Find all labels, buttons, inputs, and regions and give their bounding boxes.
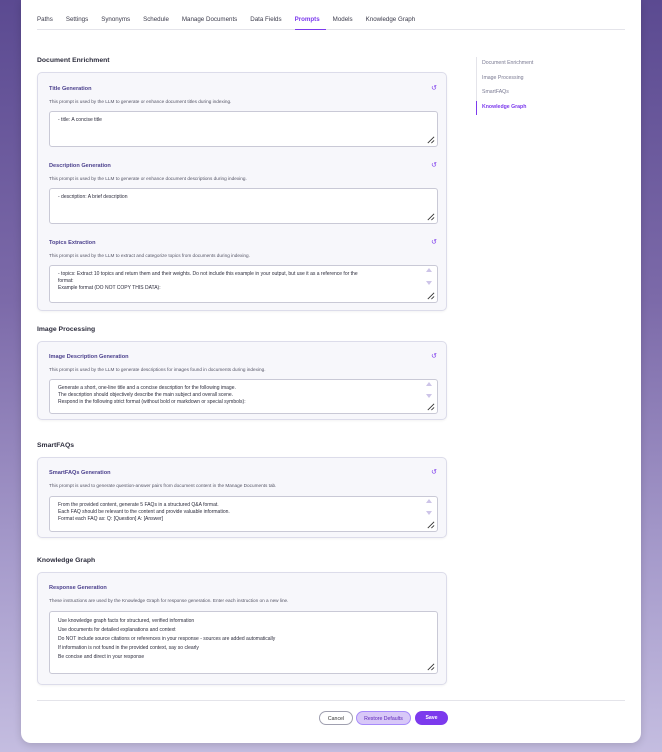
- section-title-document-enrichment: Document Enrichment: [37, 57, 110, 64]
- resize-handle-icon[interactable]: [426, 520, 435, 529]
- prompt-description: These instructions are used by the Knowledge Graph for response generation. Enter each instruction on a new line.: [49, 598, 289, 603]
- textarea-line: - description: A brief description: [58, 194, 128, 200]
- save-button[interactable]: Save: [415, 711, 448, 725]
- prompt-textarea[interactable]: [49, 496, 438, 532]
- nav-item-image-processing[interactable]: Image Processing: [482, 74, 524, 81]
- section-title-knowledge-graph: Knowledge Graph: [37, 557, 96, 564]
- textarea-line: - title: A concise title: [58, 117, 102, 123]
- reset-icon[interactable]: ↺: [431, 469, 437, 476]
- tab-knowledge-graph[interactable]: Knowledge Graph: [365, 16, 416, 23]
- textarea-line: From the provided content, generate 5 FAQs in a structured Q&A format.: [58, 502, 219, 508]
- resize-handle-icon[interactable]: [426, 212, 435, 221]
- nav-item-knowledge-graph[interactable]: Knowledge Graph: [476, 101, 586, 116]
- textarea-line: Use knowledge graph facts for structured, verified information: [58, 618, 195, 624]
- card-image-processing: [37, 341, 447, 420]
- nav-item-smartfaqs[interactable]: SmartFAQs: [482, 89, 509, 95]
- textarea-line: The description should objectively describe the main subject and overall scene.: [58, 392, 234, 398]
- scroll-up-icon[interactable]: [426, 499, 432, 503]
- prompt-description: This prompt is used by the LLM to generate descriptions for images found in documents during indexing.: [49, 367, 266, 372]
- scroll-down-icon[interactable]: [426, 394, 432, 398]
- cancel-button[interactable]: Cancel: [319, 711, 353, 725]
- scroll-down-icon[interactable]: [426, 281, 432, 285]
- nav-item-document-enrichment[interactable]: Document Enrichment: [482, 60, 534, 66]
- settings-panel: [21, 0, 641, 743]
- textarea-line: Be concise and direct in your response: [58, 654, 145, 660]
- prompt-title: Topics Extraction: [49, 240, 96, 246]
- resize-handle-icon[interactable]: [426, 662, 435, 671]
- textarea-line: Generate a short, one-line title and a concise description for the following image.: [58, 385, 236, 391]
- section-title-image-processing: Image Processing: [37, 326, 96, 333]
- tab-manage-documents[interactable]: Manage Documents: [181, 16, 238, 23]
- prompt-description: This prompt is used by the LLM to generate or enhance document descriptions during indexing.: [49, 176, 247, 181]
- section-title-smartfaqs: SmartFAQs: [37, 442, 75, 449]
- reset-icon[interactable]: ↺: [431, 353, 437, 360]
- tab-models[interactable]: Models: [332, 16, 353, 23]
- footer-divider: [37, 700, 625, 701]
- prompt-textarea[interactable]: [49, 188, 438, 224]
- textarea-line: - topics: Extract 10 topics and return them and their weights. Do not include this example in your output, but use it as a reference for the: [58, 271, 358, 277]
- tab-paths[interactable]: Paths: [37, 16, 53, 23]
- tab-settings[interactable]: Settings: [65, 16, 89, 23]
- prompt-title: SmartFAQs Generation: [49, 470, 111, 476]
- prompt-description: This prompt is used to generate question-answer pairs from document content in the Manage Documents tab.: [49, 483, 277, 488]
- scroll-up-icon[interactable]: [426, 268, 432, 272]
- prompt-textarea[interactable]: [49, 611, 438, 674]
- prompt-title: Title Generation: [49, 86, 92, 92]
- card-document-enrichment: [37, 72, 447, 311]
- tab-prompts[interactable]: Prompts: [295, 8, 326, 30]
- textarea-line: Format each FAQ as: Q: [Question] A: [Answer]: [58, 516, 164, 522]
- card-smartfaqs: [37, 457, 447, 538]
- textarea-line: Use documents for detailed explanations and context: [58, 627, 176, 633]
- textarea-line: format:: [58, 278, 74, 284]
- prompt-textarea[interactable]: [49, 111, 438, 147]
- prompt-textarea[interactable]: [49, 265, 438, 303]
- prompt-textarea[interactable]: [49, 379, 438, 414]
- reset-icon[interactable]: ↺: [431, 85, 437, 92]
- tab-bar: [37, 8, 625, 30]
- prompt-description: This prompt is used by the LLM to extract and categorize topics from documents during indexing.: [49, 253, 250, 258]
- reset-icon[interactable]: ↺: [431, 239, 437, 246]
- textarea-line: If information is not found in the provided context, say so clearly: [58, 645, 199, 651]
- tab-synonyms[interactable]: Synonyms: [101, 16, 131, 23]
- card-knowledge-graph: [37, 572, 447, 685]
- scroll-up-icon[interactable]: [426, 382, 432, 386]
- reset-icon[interactable]: ↺: [431, 162, 437, 169]
- section-nav: [476, 57, 586, 115]
- textarea-line: Respond in the following strict format (without bold or markdown or special symbols):: [58, 399, 246, 405]
- textarea-line: Example format (DO NOT COPY THIS DATA):: [58, 285, 161, 291]
- prompt-title: Response Generation: [49, 585, 107, 591]
- textarea-line: Do NOT include source citations or references in your response - sources are added automatically: [58, 636, 276, 642]
- resize-handle-icon[interactable]: [426, 135, 435, 144]
- tab-data-fields[interactable]: Data Fields: [250, 16, 282, 23]
- scroll-down-icon[interactable]: [426, 511, 432, 515]
- resize-handle-icon[interactable]: [426, 291, 435, 300]
- tab-schedule[interactable]: Schedule: [143, 16, 169, 23]
- restore-defaults-button[interactable]: Restore Defaults: [356, 711, 411, 725]
- textarea-line: Each FAQ should be relevant to the content and provide valuable information.: [58, 509, 230, 515]
- prompt-title: Description Generation: [49, 163, 111, 169]
- prompt-description: This prompt is used by the LLM to generate or enhance document titles during indexing.: [49, 99, 232, 104]
- resize-handle-icon[interactable]: [426, 402, 435, 411]
- prompt-title: Image Description Generation: [49, 354, 129, 360]
